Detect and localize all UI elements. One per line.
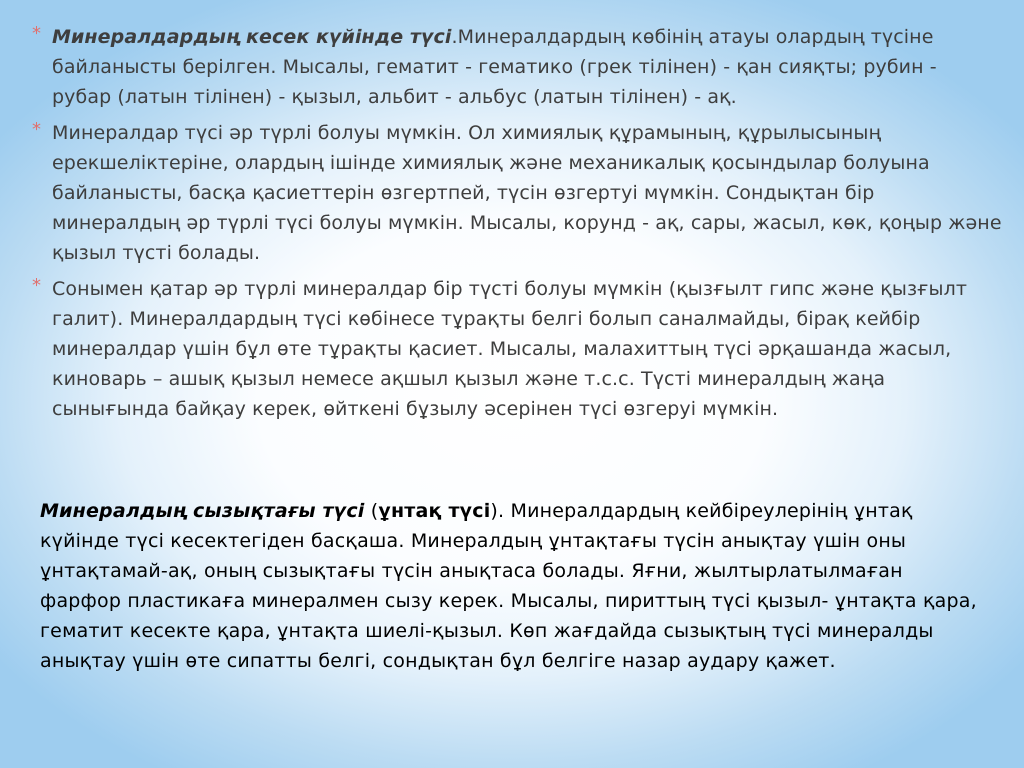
bullet-list — [32, 22, 1002, 430]
asterisk-bullet-icon: * — [32, 275, 42, 296]
bullet-term: Минералдардың кесек күйінде түсі — [52, 26, 452, 48]
bullet-text: Минералдар түсі әр түрлі болуы мүмкін. Ол химиялық құрамының, құрылысының ерекшеліктеріне, олардың ішінде химиялық және механикалық қосындылар болуына байланысты, басқа қасиеттерін өзгертпей, түсін өзгертуі мүмкін. Сондықтан бір минералдың әр түрлі түсі болуы мүмкін. Мысалы, корунд - ақ, сары, жасыл, көк, қоңыр және қызыл түсті болады. — [52, 122, 1002, 264]
asterisk-bullet-icon: * — [32, 119, 42, 140]
bullet-item — [32, 22, 1002, 112]
streak-color-paragraph — [40, 496, 980, 676]
bullet-item — [32, 118, 1002, 268]
paragraph-term: Минералдың сызықтағы түсі — [40, 500, 365, 522]
bullet-item — [32, 274, 1002, 424]
bullet-text: .Минералдардың көбінің атауы олардың түсіне байланысты берілген. Мысалы, гематит - гематико (грек тілінен) - қан сияқты; рубин - рубар (латын тілінен) - қызыл, альбит - альбус (латын тілінен) - ақ. — [52, 26, 937, 108]
asterisk-bullet-icon: * — [32, 23, 42, 44]
bullet-text: Сонымен қатар әр түрлі минералдар бір түсті болуы мүмкін (қызғылт гипс және қызғылт галит). Минералдардың түсі көбінесе тұрақты белгі болып саналмайды, бірақ кейбір минералдар үшін бұл өте тұрақты қасиет. Мысалы, малахиттың түсі әрқашанда жасыл, киноварь – ашық қызыл немесе ақшыл қызыл және т.с.с. Түсті минералдың жаңа сынығында байқау керек, өйткені бұзылу әсерінен түсі өзгеруі мүмкін. — [52, 278, 967, 420]
paragraph-open-paren: ( — [364, 500, 379, 522]
paragraph-text: . Минералдардың кейбіреулерінің ұнтақ күйінде түсі кесектегіден басқаша. Минералдың ұнтақтағы түсін анықтау үшін оны ұнтақтамай-ақ, оның сызықтағы түсін анықтаса болады. Яғни, жылтырлатылмаған фарфор пластикаға минералмен сызу керек. Мысалы, пириттың түсі қызыл- ұнтақта қара, гематит кесекте қара, ұнтақта шиелі-қызыл. Көп жағдайда сызықтың түсі минералды анықтау үшін өте сипатты белгі, сондықтан бұл белгіге назар аудару қажет. — [40, 500, 977, 672]
paragraph-close-paren: ) — [490, 500, 499, 522]
paragraph-strong: ұнтақ түсі — [378, 500, 491, 522]
